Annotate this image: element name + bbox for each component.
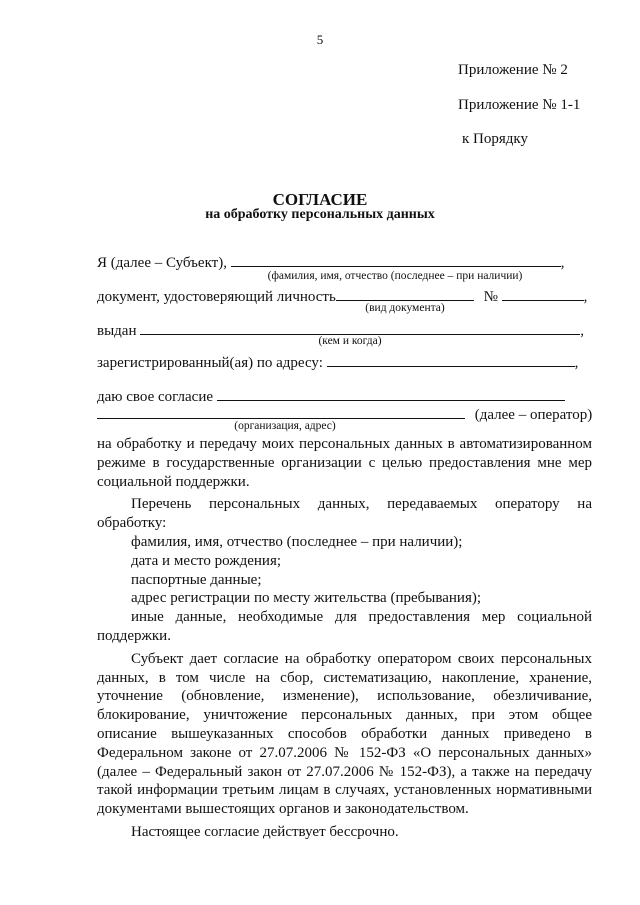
issued-comma: , <box>580 323 584 339</box>
issued-hint: (кем и когда) <box>318 335 382 347</box>
appendix-line-2: Приложение № 1-1 <box>458 97 581 113</box>
list-item: адрес регистрации по месту жительства (пребывания); <box>131 590 482 607</box>
operator-address-field[interactable] <box>97 404 465 419</box>
subject-line <box>97 252 564 272</box>
address-field[interactable] <box>327 352 575 367</box>
page-number: 5 <box>316 32 324 47</box>
list-item: паспортные данные; <box>131 571 262 588</box>
issued-by-field[interactable] <box>140 320 580 335</box>
paragraph-list-intro: Перечень персональных данных, передаваемых оператору на обработку: <box>97 496 592 532</box>
registered-comma: , <box>574 355 579 371</box>
subject-label: Я (далее – Субъект), <box>97 255 227 271</box>
paragraph-processing: Субъект дает согласие на обработку оператором своих персональных данных, в том числе на сбор, систематизацию, накопление, хранение, уточнение (обновление, изменение), использование, обезличивание, блокирование, уничтожение персональных данных, при этом общее описание вышеуказанных способов обработки данных приведено в Федеральном законе от 27.07.2006 № 152-ФЗ «О персональных данных» (далее – Федеральный закон от 27.07.2006 № 152-ФЗ), а также на передачу такой информации третьим лицам в случаях, установленных нормативными документами вышестоящих органов и законодательством. <box>97 650 592 818</box>
paragraph-validity: Настоящее согласие действует бессрочно. <box>131 823 399 840</box>
document-type-field[interactable] <box>336 286 474 301</box>
document-hint: (вид документа) <box>365 302 445 314</box>
appendix-line-1: Приложение № 2 <box>458 62 568 78</box>
document-number-label: № <box>483 289 498 305</box>
consent-label: даю свое согласие <box>97 389 214 405</box>
subject-hint: (фамилия, имя, отчество (последнее – при наличии) <box>267 270 523 282</box>
subject-name-field[interactable] <box>231 252 561 267</box>
operator-suffix: (далее – оператор) <box>474 407 593 423</box>
list-item: фамилия, имя, отчество (последнее – при наличии); <box>131 533 463 550</box>
issued-label: выдан <box>97 323 137 339</box>
list-item: дата и место рождения; <box>131 552 282 569</box>
document-comma: , <box>583 289 588 305</box>
list-item: иные данные, необходимые для предоставления мер социальной поддержки. <box>97 609 592 644</box>
document-subtitle: на обработку персональных данных <box>205 207 435 222</box>
document-title: СОГЛАСИЕ <box>272 190 368 209</box>
document-number-field[interactable] <box>502 286 584 301</box>
paragraph-purpose: на обработку и передачу моих персональных данных в автоматизированном режиме в государственные организации с целью предоставления мне мер социальной поддержки. <box>97 436 592 490</box>
appendix-line-3: к Порядку <box>462 131 528 147</box>
operator-name-field[interactable] <box>217 386 565 401</box>
operator-hint: (организация, адрес) <box>234 420 336 432</box>
registered-line <box>97 352 578 372</box>
registered-label: зарегистрированный(ая) по адресу: <box>97 355 323 371</box>
body-text <box>97 435 592 842</box>
document-label: документ, удостоверяющий личность <box>97 289 336 305</box>
subject-comma: , <box>560 255 565 271</box>
consent-line <box>97 386 565 406</box>
